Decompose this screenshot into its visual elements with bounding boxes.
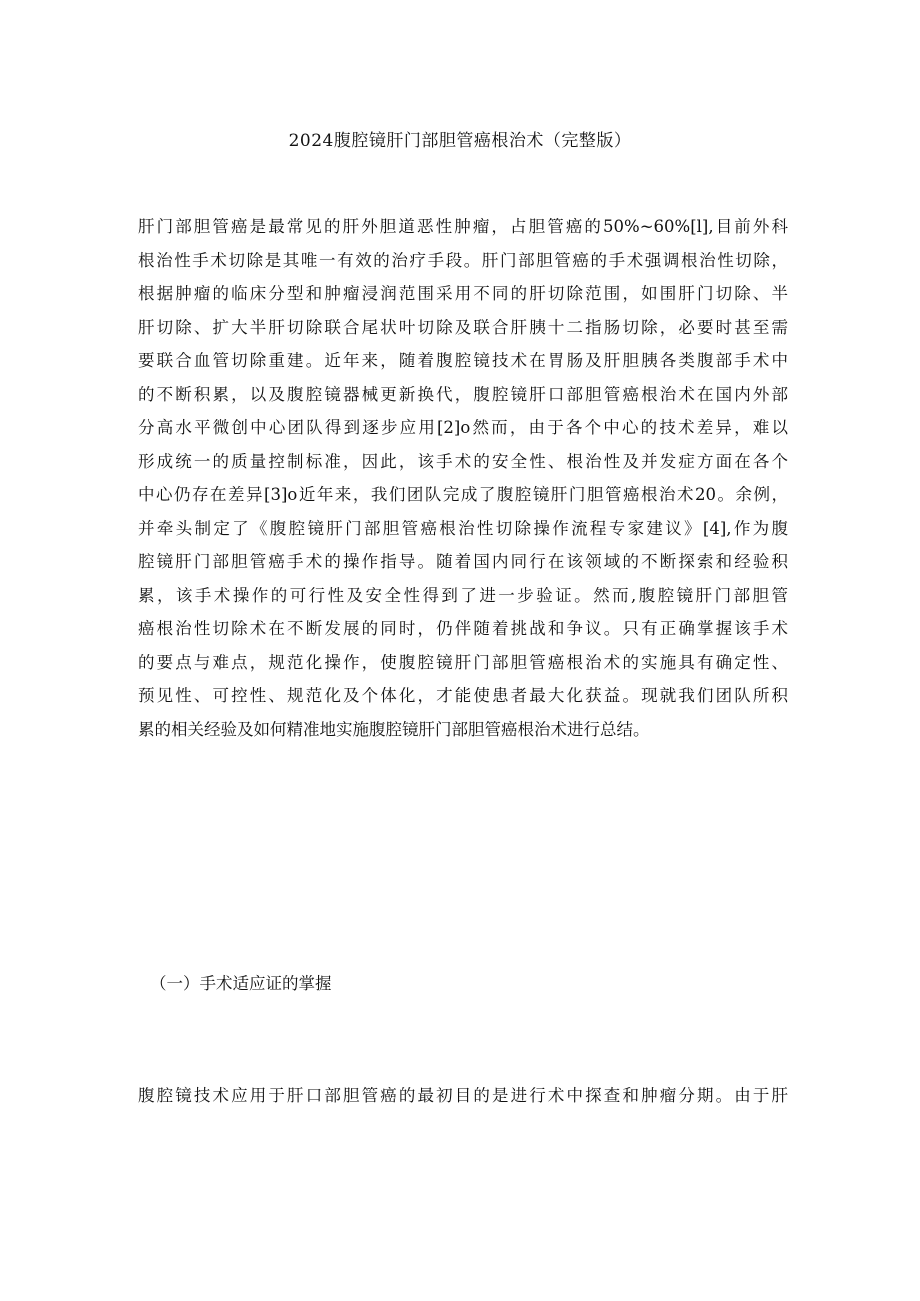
- body-paragraph: [138, 210, 788, 746]
- paragraph-line: 预见性、可控性、规范化及个体化，才能使患者最大化获益。现就我们团队所积: [138, 686, 788, 705]
- paragraph-line: 腔镜肝门部胆管癌手术的操作指导。随着国内同行在该领域的不断探索和经验积: [138, 552, 788, 571]
- paragraph-line: 中心仍存在差异[3]o近年来，我们团队完成了腹腔镜肝门胆管癌根治术20。余例，: [138, 485, 788, 504]
- section-heading: （一）手术适应证的掌握: [150, 974, 332, 993]
- paragraph-line: 根据肿瘤的临床分型和肿瘤浸润范围采用不同的肝切除范围，如围肝门切除、半: [138, 284, 788, 303]
- paragraph-line: 肝门部胆管癌是最常见的肝外胆道恶性肿瘤，占胆管癌的50%~60%[l],目前外科: [138, 217, 788, 236]
- page-title: 2024腹腔镜肝门部胆管癌根治术（完整版）: [288, 131, 632, 151]
- paragraph-line: 形成统一的质量控制标准，因此，该手术的安全性、根治性及并发症方面在各个: [138, 451, 788, 471]
- paragraph-line: 腹腔镜技术应用于肝口部胆管癌的最初目的是进行术中探查和肿瘤分期。由于肝: [138, 1086, 788, 1105]
- paragraph-line: 癌根治性切除术在不断发展的同时，仍伴随着挑战和争议。只有正确掌握该手术: [138, 619, 788, 638]
- paragraph-line: 的不断积累，以及腹腔镜器械更新换代，腹腔镜肝口部胆管癌根治术在国内外部: [138, 384, 788, 404]
- paragraph-line: 要联合血管切除重建。近年来，随着腹腔镜技术在胃肠及肝胆胰各类腹部手术中: [138, 351, 788, 370]
- paragraph-line: 根治性手术切除是其唯一有效的治疗手段。肝门部胆管癌的手术强调根治性切除，: [138, 250, 788, 270]
- paragraph-line: 分高水平微创中心团队得到逐步应用[2]o然而，由于各个中心的技术差异，难以: [138, 418, 788, 437]
- body-paragraph: [138, 1079, 788, 1113]
- paragraph-line: 累，该手术操作的可行性及安全性得到了进一步验证。然而,腹腔镜肝门部胆管: [138, 585, 788, 605]
- paragraph-line: 肝切除、扩大半肝切除联合尾状叶切除及联合肝胰十二指肠切除，必要时甚至需: [138, 317, 788, 337]
- paragraph-line: 并牵头制定了《腹腔镜肝门部胆管癌根治性切除操作流程专家建议》[4],作为腹: [138, 518, 788, 538]
- paragraph-line: 累的相关经验及如何精准地实施腹腔镜肝门部胆管癌根治术进行总结。: [138, 719, 650, 739]
- paragraph-line: 的要点与难点，规范化操作，使腹腔镜肝门部胆管癌根治术的实施具有确定性、: [138, 652, 788, 672]
